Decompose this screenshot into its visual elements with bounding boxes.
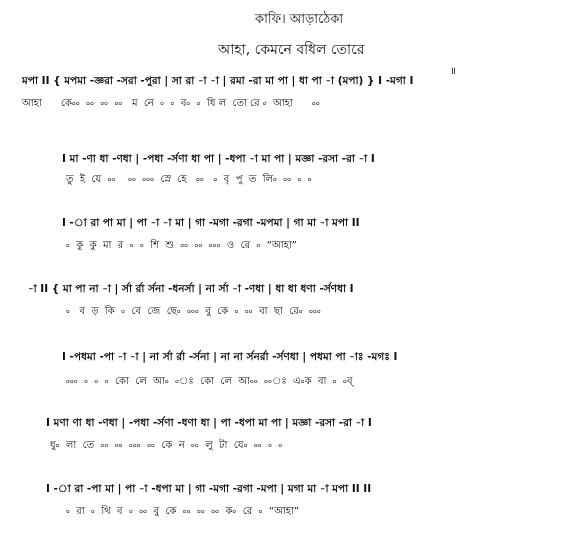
staff-7-lyrics: ৹ রা ৹ থি ব ৹ ৹৹ বু কে ৹৹ ৹৹ ৹৹ ক৹ রে ৹ “আহা” [66,506,300,517]
staff-1-lyrics: আহা কে৹৹ ৹৹ ৹৹ ৹৹ ম নে ৹ ৹ ব৹ ৹ ধি ল তো রে ৹ আহা ৹৹ [22,98,320,109]
staff-3-lyrics: ৹ কু কু মা র ৹ ৹ শি শু ৹৹ ৹৹ ৹৹৹ ও রে ৹ “আহা” [66,240,297,251]
staff-6-lyrics: ধু৹ লা তে ৹৹ ৹৹ ৹৹৹ ৹৹ কে ন ৹৹ লু টা যে৹ ৹৹ ৹ ৹ [50,440,283,451]
staff-5-notes: I -পধমা -পা -া -া | না র্সা র্রা -র্সনা | না না র্সনর্রা -র্সণধা | পধমা পা -াঃ -মগঃ I [62,351,398,363]
section-mark: ॥ [450,66,456,77]
staff-4-lyrics: ৹ ব ড় কি ৹ বে জে ছে৹ ৹৹৹ বু কে ৹ ৹৹ বা ছা রে৹ ৹৹৹ [66,306,321,317]
staff-3-notes: I -া রা পা মা | পা -া -া মা | গা -মগা -রগা -মপমা | গা মা -া মপা II [62,217,360,229]
raga-tala-heading: কাফি। আড়াঠেকা [255,12,344,27]
staff-1-notes: মপা II { মপমা -জ্ঞরা -সরা -পুরা | সা রা -া -া | রমা -রা মা পা | ধা পা -া (মপা) } I -মগা I [22,75,414,87]
staff-2-lyrics: তু ই যে ৹৹ ৹৹ ৹৹৹ স্নে হে ৹৹ ৹ বৃ পু ত লি৹ ৹৹ ৹ ৹ [66,174,312,185]
staff-7-notes: I -া রা -পা মা | পা -া -ধপা মা | গা -মগা -রগা -মপা | মগা মা -া মপা II II [46,483,372,495]
staff-2-notes: I মা -ণা ধা -ণধা | -পধা -র্সণা ধা পা | -ধপা -া মা পা | মজ্ঞা -রসা -রা -া I [62,153,375,165]
song-title: আহা, কেমনে বধিল তোরে [218,42,365,58]
staff-5-lyrics: ৹৹৹ ৹ ৹ ৹ কো লে আ৹ ৹ঃ কো লে আ৹৹ ৹৹ঃ এ৹ক বা ৹ ৹ব্ [66,376,353,387]
staff-6-notes: I মণা ণা ধা -ণধা | -পধা -র্সণা -ধণা ধা | পা -ধপা মা পা | মজ্ঞা -রসা -রা -া I [46,417,372,429]
staff-4-notes: -া II { মা পা না -া | র্সা র্রা র্সনা -ধনর্সা | না র্সা -া -ণধা | ধা ধা ধণা -র্সণধা I [28,283,354,295]
